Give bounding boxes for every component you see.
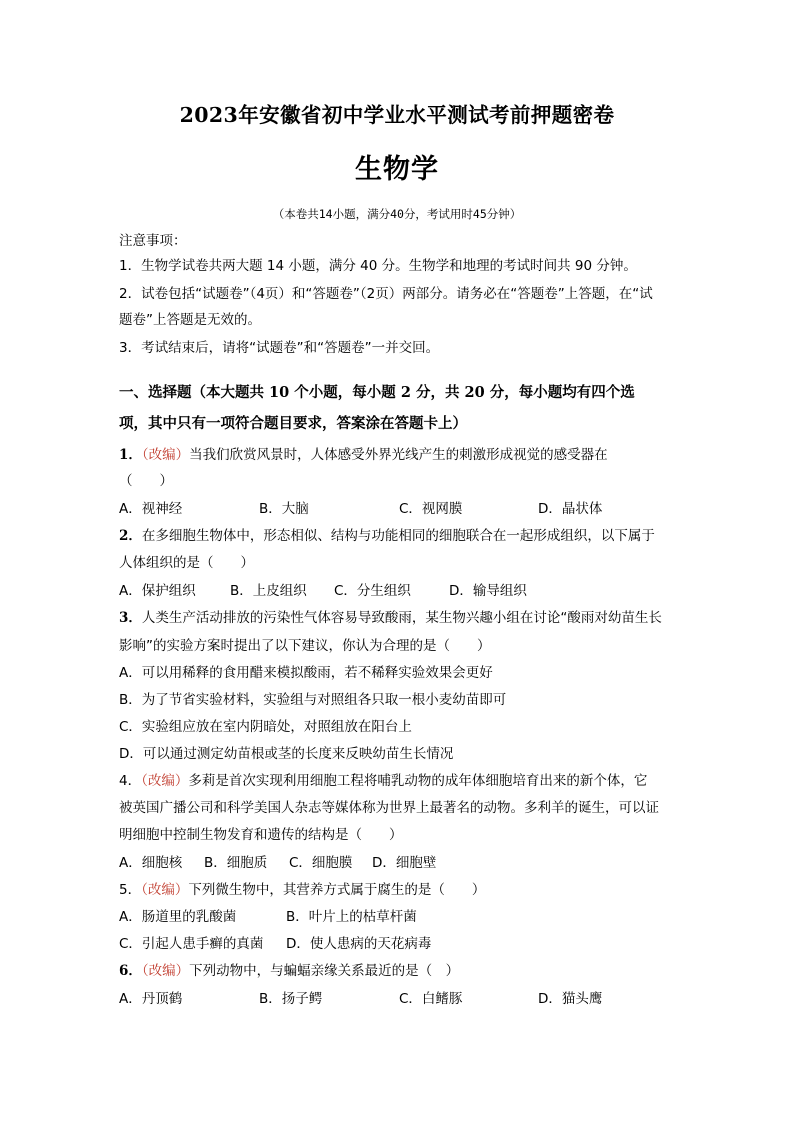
section-heading-line1: 一、选择题（本大题共 10 个小题，每小题 2 分，共 20 分，每小题均有四个选: [119, 384, 635, 401]
option-a: A．保护组织: [119, 583, 196, 599]
option-a: A．肠道里的乳酸菌: [119, 909, 237, 925]
stem-text: 下列动物中，与蝙蝠亲缘关系最近的是（ ）: [189, 963, 460, 979]
option-d: D．输导组织: [449, 583, 527, 599]
option-b: B．细胞质: [204, 855, 268, 871]
option-d: D．使人患病的天花病毒: [286, 936, 432, 952]
adapted-tag: （改编）: [141, 447, 190, 463]
note-item: 1．生物学试卷共两大题 14 小题，满分 40 分。生物学和地理的考试时间共 90 分钟。: [119, 258, 637, 274]
adapted-tag: （改编）: [141, 773, 189, 789]
question-2-stem-cont: 人体组织的是（ ）: [119, 555, 254, 571]
question-4-stem-cont: 被英国广播公司和科学美国人杂志等媒体称为世界上最著名的动物。多利羊的诞生，可以证: [119, 800, 659, 816]
stem-text: 多莉是首次实现利用细胞工程将哺乳动物的成年体细胞培育出来的新个体，它: [188, 773, 648, 789]
option-a: A．细胞核: [119, 855, 183, 871]
stem-text: 人类生产活动排放的污染性气体容易导致酸雨，某生物兴趣小组在讨论“酸雨对幼苗生长: [141, 610, 662, 626]
question-1-options: [119, 500, 679, 518]
option-d: D．细胞壁: [372, 855, 437, 871]
option-b: B．叶片上的枯草杆菌: [286, 909, 417, 925]
notes-heading: 注意事项：: [119, 233, 187, 249]
exam-info: （本卷共14小题，满分40分，考试用时45分钟）: [272, 207, 522, 221]
option-d: D．可以通过测定幼苗根或茎的长度来反映幼苗生长情况: [119, 746, 454, 762]
question-3-stem: [119, 609, 679, 627]
question-1-blank: （ ）: [119, 473, 173, 489]
question-number: 4．: [119, 773, 142, 789]
option-c: C．视网膜: [399, 501, 463, 517]
question-4-options: [119, 854, 679, 872]
adapted-tag: （改编）: [141, 963, 190, 979]
question-4-stem-cont: 明细胞中控制生物发育和遗传的结构是（ ）: [119, 827, 403, 843]
stem-text: 在多细胞生物体中，形态相似、结构与功能相同的细胞联合在一起形成组织，以下属于: [141, 528, 655, 544]
question-5-options-row2: [119, 935, 679, 953]
question-4-stem: [119, 772, 679, 790]
question-1-stem: [119, 446, 679, 464]
option-a: A．可以用稀释的食用醋来模拟酸雨，若不稀释实验效果会更好: [119, 665, 493, 681]
option-c: C．白鳍豚: [399, 991, 463, 1007]
question-number: 5．: [119, 882, 142, 898]
option-a: A．丹顶鹤: [119, 991, 183, 1007]
option-c: C．分生组织: [334, 583, 411, 599]
option-d: D．猫头鹰: [538, 991, 603, 1007]
question-6-options: [119, 990, 679, 1008]
question-number: 3．: [119, 610, 142, 626]
question-2-options: [119, 582, 679, 600]
option-b: B．大脑: [259, 501, 309, 517]
option-c: C．细胞膜: [289, 855, 353, 871]
subject-title: 生物学: [355, 154, 439, 185]
option-c: C．实验组应放在室内阴暗处，对照组放在阳台上: [119, 719, 412, 735]
option-a: A．视神经: [119, 501, 183, 517]
note-item: 2．试卷包括“试题卷”（4页）和“答题卷”（2页）两部分。请务必在“答题卷”上答题，在“试: [119, 286, 653, 302]
option-d: D．晶状体: [538, 501, 603, 517]
note-item: 题卷”上答题是无效的。: [119, 312, 261, 328]
question-3-stem-cont: 影响”的实验方案时提出了以下建议，你认为合理的是（ ）: [119, 638, 491, 654]
option-b: B．扬子鳄: [259, 991, 323, 1007]
section-heading-line2: 项，其中只有一项符合题目要求，答案涂在答题卡上）: [119, 415, 467, 432]
exam-title: 2023年安徽省初中学业水平测试考前押题密卷: [179, 103, 615, 127]
option-c: C．引起人患手癣的真菌: [119, 936, 264, 952]
option-b: B．上皮组织: [230, 583, 307, 599]
question-number: 2．: [119, 528, 142, 544]
question-6-stem: [119, 962, 679, 980]
note-item: 3．考试结束后，请将“试题卷”和“答题卷”一并交回。: [119, 340, 440, 356]
question-number: 1．: [119, 447, 142, 463]
question-5-stem: [119, 881, 679, 899]
question-number: 6．: [119, 963, 142, 979]
option-b: B．为了节省实验材料，实验组与对照组各只取一根小麦幼苗即可: [119, 692, 507, 708]
stem-text: 当我们欣赏风景时，人体感受外界光线产生的刺激形成视觉的感受器在: [189, 447, 608, 463]
question-2-stem: [119, 527, 679, 545]
stem-text: 下列微生物中，其营养方式属于腐生的是（ ）: [188, 882, 486, 898]
question-5-options-row1: [119, 908, 679, 926]
adapted-tag: （改编）: [141, 882, 189, 898]
